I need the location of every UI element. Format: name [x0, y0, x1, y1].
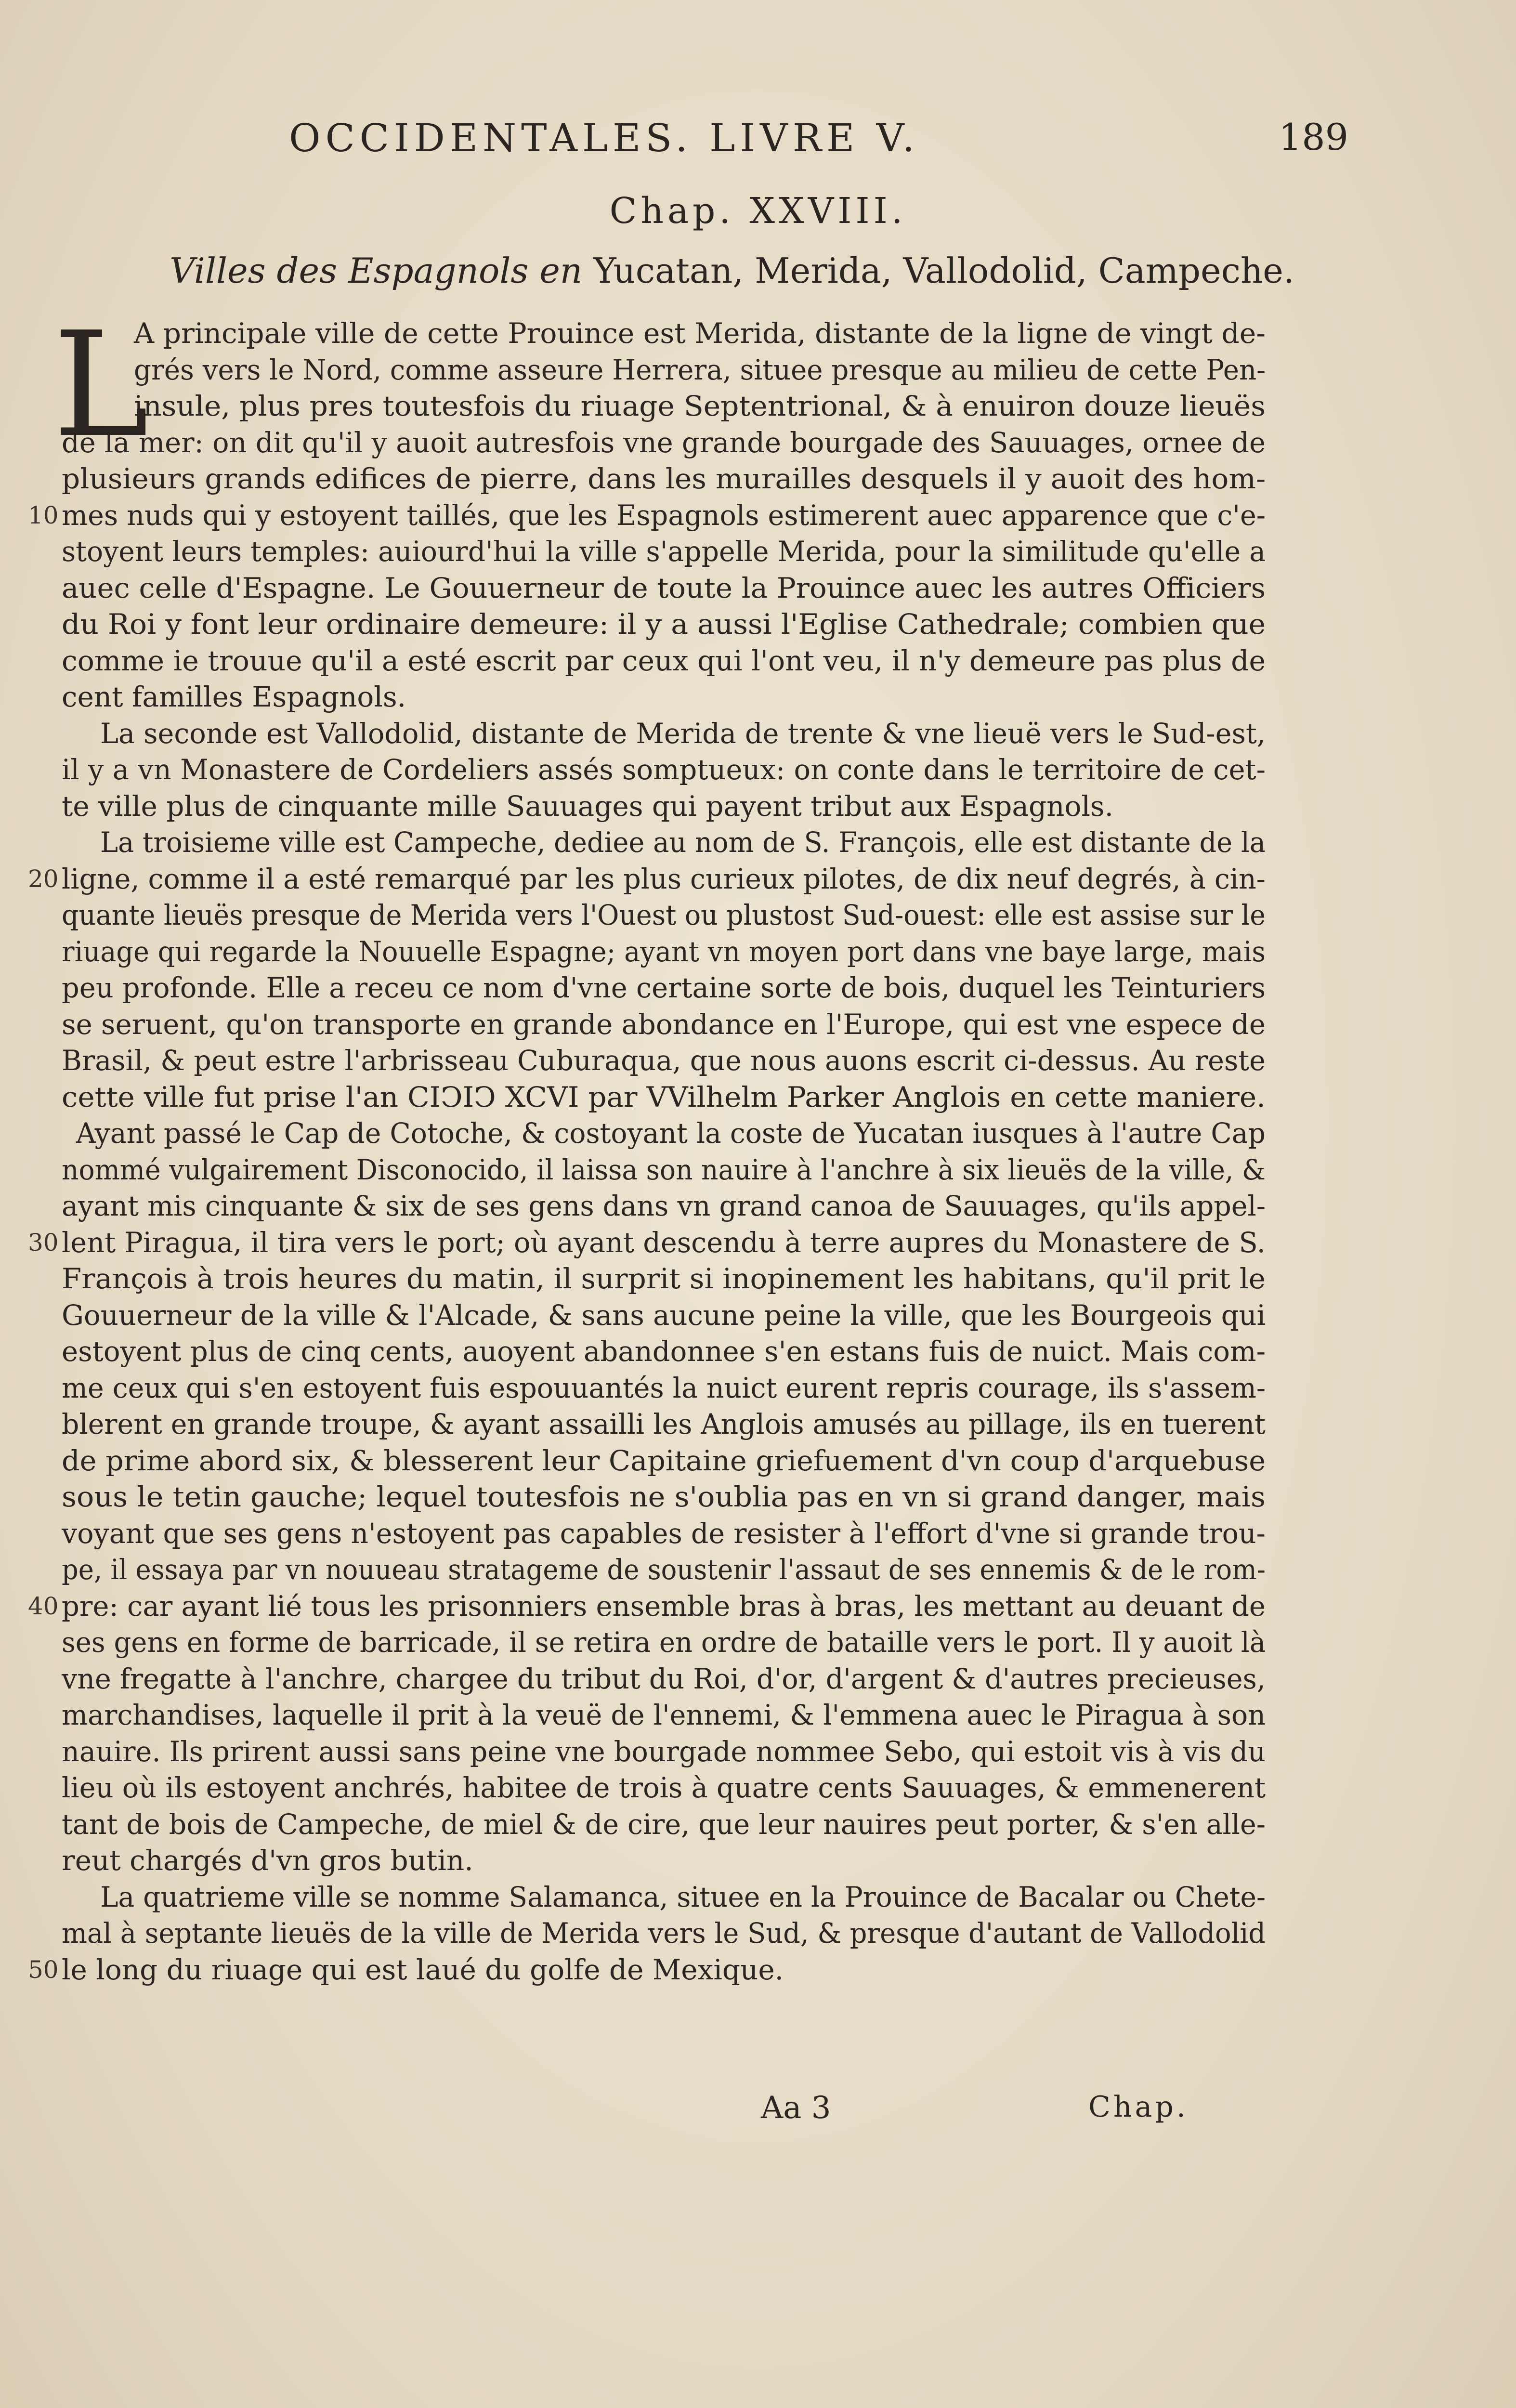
- text-line-content: cette ville fut prise l'an CIↃIↃ XCVI par VVilhelm Parker Anglois en cette maniere.: [62, 1080, 1266, 1113]
- text-line: [62, 1806, 1449, 1843]
- text-line-content: mal à septante lieuës de la ville de Merida vers le Sud, & presque d'autant de Vallodolid: [62, 1917, 1266, 1950]
- text-line: [62, 643, 1449, 680]
- text-line-content: lent Piragua, il tira vers le port; où ayant descendu à terre aupres du Monastere de S.: [62, 1226, 1266, 1259]
- text-line: [62, 752, 1449, 788]
- text-line-content: vne fregatte à l'anchre, chargee du tribut du Roi, d'or, d'argent & d'autres precieuses,: [62, 1662, 1266, 1695]
- text-line: [62, 1516, 1449, 1552]
- text-line-content: riuage qui regarde la Nouuelle Espagne; ayant vn moyen port dans vne baye large, mais: [62, 935, 1266, 968]
- running-head: OCCIDENTALES. LIVRE V.: [289, 116, 920, 160]
- text-line: [62, 1915, 1449, 1952]
- line-number-marker: 10: [28, 501, 59, 529]
- text-line: [62, 934, 1449, 970]
- text-line: [62, 1406, 1449, 1443]
- text-line: [62, 1443, 1449, 1479]
- text-line-content: stoyent leurs temples: auiourd'hui la ville s'appelle Merida, pour la similitude qu'elle a: [62, 535, 1266, 568]
- text-line-content: sous le tetin gauche; lequel toutesfois ne s'oublia pas en vn si grand danger, mais: [62, 1480, 1266, 1513]
- text-line: [62, 1115, 1449, 1152]
- text-line: [62, 1552, 1449, 1588]
- text-line-content: pre: car ayant lié tous les prisonniers ensemble bras à bras, les mettant au deuant de: [62, 1589, 1266, 1623]
- text-line: [62, 788, 1449, 825]
- text-line: [62, 897, 1449, 934]
- text-line-content: se seruent, qu'on transporte en grande abondance en l'Europe, qui est vne espece de: [62, 1008, 1266, 1041]
- text-line: [62, 1697, 1449, 1734]
- text-line-content: A principale ville de cette Prouince est Merida, distante de la ligne de vingt de-: [134, 317, 1266, 350]
- drop-cap: L: [53, 301, 149, 469]
- text-line: [62, 461, 1449, 497]
- text-line: [62, 824, 1449, 861]
- text-line: [28, 497, 1449, 534]
- text-line: [62, 1661, 1449, 1698]
- text-line: [62, 570, 1449, 607]
- text-line: [62, 1370, 1449, 1407]
- text-line: [62, 716, 1449, 752]
- text-line: [62, 679, 1449, 716]
- text-line: [28, 1588, 1449, 1625]
- text-line-content: du Roi y font leur ordinaire demeure: il y a aussi l'Eglise Cathedrale; combien que: [62, 608, 1266, 641]
- text-line: [62, 534, 1449, 570]
- text-line-content: ayant mis cinquante & six de ses gens dans vn grand canoa de Sauuages, qu'ils appel-: [62, 1190, 1266, 1222]
- text-line: [28, 1225, 1449, 1261]
- text-line: [62, 1770, 1449, 1806]
- text-line-content: cent familles Espagnols.: [62, 681, 406, 713]
- page-header: [289, 116, 1348, 183]
- chapter-title-italic: Villes des Espagnols en: [170, 250, 583, 291]
- line-number-marker: 40: [28, 1592, 59, 1620]
- text-line: [62, 1879, 1449, 1916]
- line-number-marker: 50: [28, 1955, 59, 1984]
- signature-mark: Aa 3: [761, 2090, 831, 2126]
- text-line: [28, 861, 1449, 898]
- text-line-content: nommé vulgairement Disconocido, il laissa son nauire à l'anchre à six lieuës de la ville, &: [62, 1153, 1266, 1186]
- text-line-content: La seconde est Vallodolid, distante de Merida de trente & vne lieuë vers le Sud-est,: [100, 717, 1266, 750]
- text-line-content: blerent en grande troupe, & ayant assailli les Anglois amusés au pillage, ils en tuerent: [62, 1408, 1266, 1440]
- line-number-marker: 30: [28, 1228, 59, 1256]
- text-line-content: plusieurs grands edifices de pierre, dans les murailles desquels il y auoit des hom-: [62, 462, 1266, 495]
- text-line: [62, 1188, 1449, 1225]
- text-line-content: grés vers le Nord, comme asseure Herrera, situee presque au milieu de cette Pen-: [134, 353, 1266, 386]
- line-number-marker: 20: [28, 864, 59, 893]
- catchword: Chap.: [1088, 2090, 1189, 2124]
- text-line-content: de la mer: on dit qu'il y auoit autresfois vne grande bourgade des Sauuages, ornee de: [62, 426, 1266, 459]
- text-line-content: ses gens en forme de barricade, il se retira en ordre de bataille vers le port. Il y auoit là: [62, 1626, 1266, 1659]
- text-line: [62, 606, 1449, 643]
- text-line-content: La troisieme ville est Campeche, dediee au nom de S. François, elle est distante de la: [100, 826, 1266, 859]
- text-line: [28, 1952, 1449, 1989]
- text-line: [62, 1079, 1449, 1116]
- text-line-content: tant de bois de Campeche, de miel & de cire, que leur nauires peut porter, & s'en alle-: [62, 1807, 1266, 1841]
- text-line-content: reut chargés d'vn gros butin.: [62, 1844, 473, 1877]
- text-line-content: pe, il essaya par vn nouueau stratageme de soustenir l'assaut de ses ennemis & de le rom-: [62, 1553, 1266, 1586]
- text-line-content: nauire. Ils prirent aussi sans peine vne bourgade nommee Sebo, qui estoit vis à vis du: [62, 1735, 1266, 1768]
- text-line: [62, 352, 1449, 389]
- text-line-content: comme ie trouue qu'il a esté escrit par ceux qui l'ont veu, il n'y demeure pas plus de: [62, 644, 1266, 677]
- text-line-content: il y a vn Monastere de Cordeliers assés somptueux: on conte dans le territoire de cet-: [62, 753, 1266, 786]
- text-line-content: peu profonde. Elle a receu ce nom d'vne certaine sorte de bois, duquel les Teinturiers: [62, 971, 1266, 1004]
- text-line-content: ligne, comme il a esté remarqué par les plus curieux pilotes, de dix neuf degrés, à cin-: [62, 862, 1266, 895]
- chapter-title: [140, 250, 1324, 291]
- text-line-content: insule, plus pres toutesfois du riuage Septentrional, & à enuiron douze lieuës: [134, 390, 1266, 422]
- text-line-content: marchandises, laquelle il prit à la veuë de l'ennemi, & l'emmena auec le Piragua à son: [62, 1699, 1266, 1731]
- text-line-content: le long du riuage qui est laué du golfe de Mexique.: [62, 1953, 784, 1986]
- text-line-content: te ville plus de cinquante mille Sauuages qui payent tribut aux Espagnols.: [62, 789, 1114, 823]
- text-line-content: La quatrieme ville se nomme Salamanca, situee en la Prouince de Bacalar ou Chete-: [100, 1880, 1266, 1913]
- text-line-content: Gouuerneur de la ville & l'Alcade, & sans aucune peine la ville, que les Bourgeois qui: [62, 1298, 1266, 1332]
- text-line: [62, 1152, 1449, 1189]
- text-line-content: François à trois heures du matin, il surprit si inopinement les habitans, qu'il prit le: [62, 1262, 1266, 1295]
- text-line: [62, 388, 1449, 425]
- text-line: [62, 1261, 1449, 1297]
- text-line: [62, 1734, 1449, 1770]
- page-number: 189: [1278, 116, 1348, 158]
- text-line: [62, 1043, 1449, 1079]
- text-line-content: lieu où ils estoyent anchrés, habitee de trois à quatre cents Sauuages, & emmenerent: [62, 1771, 1266, 1804]
- text-line-content: auec celle d'Espagne. Le Gouuerneur de toute la Prouince auec les autres Officiers: [62, 571, 1266, 604]
- text-line-content: estoyent plus de cinq cents, auoyent abandonnee s'en estans fuis de nuict. Mais com-: [62, 1335, 1266, 1368]
- text-line-content: me ceux qui s'en estoyent fuis espouuantés la nuict eurent repris courage, ils s'assem-: [62, 1371, 1266, 1404]
- text-line-content: mes nuds qui y estoyent taillés, que les Espagnols estimerent auec apparence que c'e-: [62, 498, 1266, 532]
- text-line-content: de prime abord six, & blesserent leur Capitaine griefuement d'vn coup d'arquebuse: [62, 1444, 1266, 1477]
- text-line: [62, 425, 1449, 461]
- body-text: [28, 315, 1449, 1988]
- text-line: [62, 1334, 1449, 1370]
- text-line: [62, 1007, 1449, 1043]
- text-line: [62, 1624, 1449, 1661]
- text-line-content: Brasil, & peut estre l'arbrisseau Cuburaqua, que nous auons escrit ci-dessus. Au reste: [62, 1044, 1266, 1077]
- text-line-content: voyant que ses gens n'estoyent pas capables de resister à l'effort d'vne si grande trou-: [62, 1517, 1266, 1550]
- chapter-heading: Chap. XXVIII.: [609, 190, 907, 232]
- chapter-title-roman: Yucatan, Merida, Vallodolid, Campeche.: [593, 250, 1294, 291]
- text-line: [62, 1479, 1449, 1516]
- text-line: [62, 970, 1449, 1007]
- text-line: [62, 315, 1449, 352]
- text-line-content: Ayant passé le Cap de Cotoche, & costoyant la coste de Yucatan iusques à l'autre Cap: [76, 1117, 1266, 1150]
- text-line: [62, 1843, 1449, 1879]
- text-line-content: quante lieuës presque de Merida vers l'Ouest ou plustost Sud-ouest: elle est assise sur le: [62, 899, 1266, 931]
- text-line: [62, 1297, 1449, 1334]
